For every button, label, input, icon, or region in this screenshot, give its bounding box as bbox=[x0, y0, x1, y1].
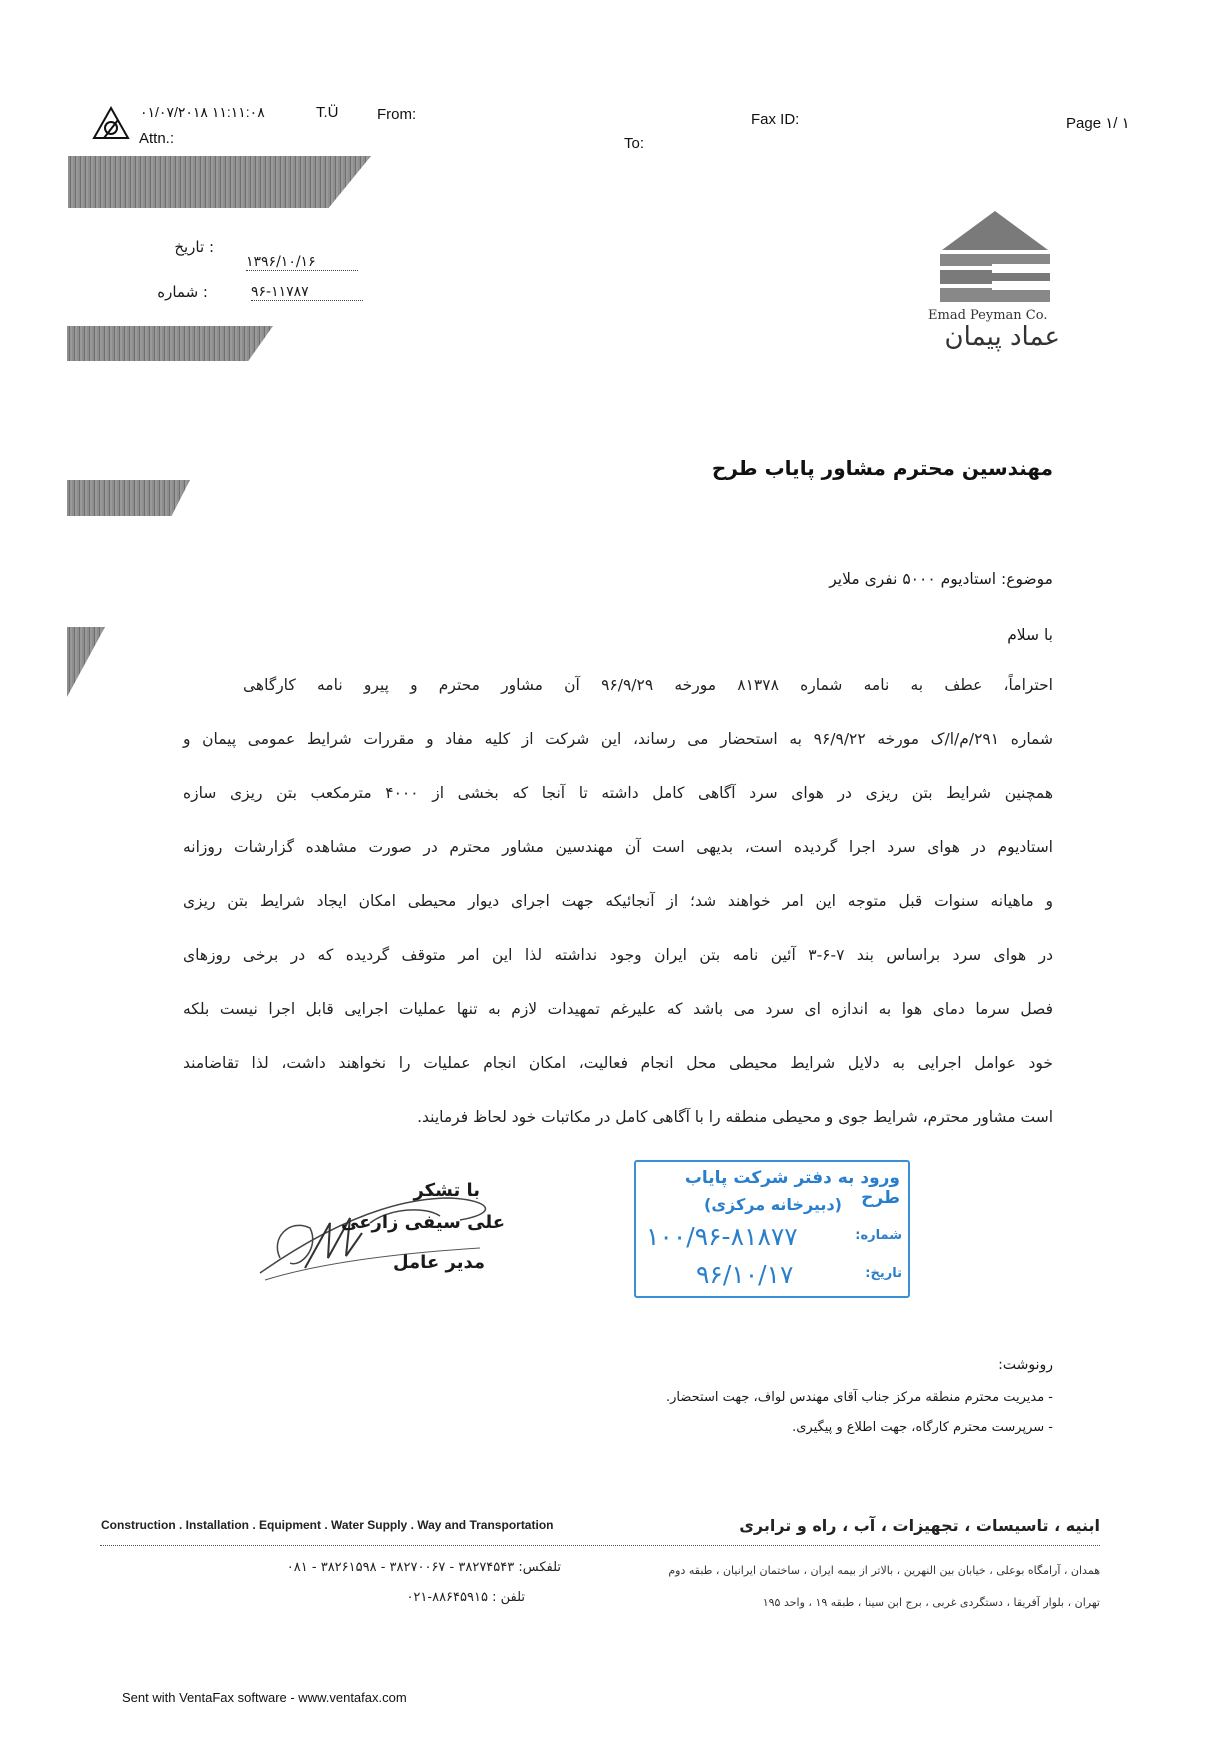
fax-page-label: Page ۱/ ۱ bbox=[1066, 115, 1130, 132]
body-line: همچنین شرایط بتن ریزی در هوای سرد آگاهی کامل داشته تا آنجا که بخشی از ۴۰۰۰ مترمکعب بتن ریزی سازه bbox=[183, 784, 1053, 802]
body-line: استادیوم در هوای سرد اجرا گردیده است، بدیهی است آن مهندسین مشاور محترم در صورت مشاهده گزارشات روزانه bbox=[183, 838, 1053, 856]
fax-tu: T.Ü bbox=[316, 104, 339, 121]
footer-services-en: Construction . Installation . Equipment . Water Supply . Way and Transportation bbox=[101, 1518, 554, 1532]
footer-divider bbox=[100, 1545, 1100, 1546]
redacted-block bbox=[67, 627, 105, 697]
stamp-number-value: ۱۰۰/۹۶-۸۱۸۷۷ bbox=[646, 1222, 798, 1251]
company-name-en: Emad Peyman Co. bbox=[928, 308, 1048, 323]
footer-services-fa: ابنیه ، تاسیسات ، تجهیزات ، آب ، راه و ترابری bbox=[739, 1516, 1100, 1535]
stamp-subtitle: (دبیرخانه مرکزی) bbox=[704, 1195, 842, 1214]
signature-name: علی سیفی زارعی bbox=[340, 1212, 505, 1233]
stamp-number-label: شماره: bbox=[855, 1228, 902, 1243]
receipt-stamp bbox=[634, 1160, 910, 1298]
sent-with-footer: Sent with VentaFax software - www.ventafax.com bbox=[122, 1690, 407, 1705]
fax-logo-icon bbox=[92, 106, 130, 140]
fax-datetime: ۰۱/۰۷/۲۰۱۸ ۱۱:۱۱:۰۸ bbox=[140, 104, 265, 120]
cc-item: - سرپرست محترم کارگاه، جهت اطلاع و پیگیری. bbox=[792, 1420, 1053, 1435]
redacted-block bbox=[67, 480, 190, 516]
signature-closing: با تشکر bbox=[413, 1180, 480, 1201]
redacted-block bbox=[68, 156, 371, 208]
greeting: با سلام bbox=[1007, 626, 1053, 644]
fax-to-label: To: bbox=[624, 135, 645, 152]
cc-label: رونوشت: bbox=[998, 1357, 1053, 1373]
footer-hamedan-address: همدان ، آرامگاه بوعلی ، خیابان بین النهرین ، بالاتر از بیمه ایران ، ساختمان ایرانیان ، طبقه دوم bbox=[668, 1564, 1100, 1577]
body-line: در هوای سرد براساس بند ۷-۶-۳ آئین نامه بتن ایران وجود نداشته لذا این امر متوقف گردیده که در برخی روزهای bbox=[183, 946, 1054, 964]
number-label: : شماره bbox=[157, 283, 208, 301]
body-line: شماره ۲۹۱/م/ا/ک مورخه ۹۶/۹/۲۲ به استحضار می رساند، این شرکت از کلیه مفاد و مقررات شرایط عمومی پیمان و bbox=[183, 730, 1054, 748]
number-value: ۹۶-۱۱۷۸۷ bbox=[251, 284, 363, 301]
fax-id-label: Fax ID: bbox=[751, 111, 800, 128]
fax-attn-label: Attn.: bbox=[139, 130, 175, 147]
date-label: : تاریخ bbox=[174, 238, 214, 256]
subject: موضوع: استادیوم ۵۰۰۰ نفری ملایر bbox=[829, 570, 1053, 588]
addressee: مهندسین محترم مشاور پایاب طرح bbox=[711, 456, 1053, 480]
footer-tehran-phone: تلفن : ۸۸۶۴۵۹۱۵-۰۲۱ bbox=[406, 1590, 525, 1605]
footer-hamedan-phone: تلفکس: ۳۸۲۷۴۵۴۳ - ۳۸۲۷۰۰۶۷ - ۳۸۲۶۱۵۹۸ - ۰۸۱ bbox=[286, 1560, 561, 1575]
company-logo bbox=[930, 208, 1060, 308]
stamp-date-label: تاریخ: bbox=[865, 1266, 902, 1281]
date-value: ۱۳۹۶/۱۰/۱۶ bbox=[246, 254, 358, 271]
footer-tehran-address: تهران ، بلوار آفریقا ، دستگردی غربی ، برج ابن سینا ، طبقه ۱۹ ، واحد ۱۹۵ bbox=[762, 1596, 1100, 1609]
body-line: فصل سرما دمای هوا به اندازه ای سرد می باشد که علیرغم تمهیدات لازم به تنها عملیات اجرایی قابل اجرا نیست بلکه bbox=[183, 1000, 1053, 1018]
body-line: و ماهیانه سنوات قبل متوجه این امر خواهند شد؛ از آنجائیکه جهت اجرای دیوار محیطی امکان ایجاد شرایط بتن ریزی bbox=[183, 892, 1053, 910]
body-line: خود عوامل اجرایی به دلایل شرایط محیطی محل انجام فعالیت، امکان انجام عملیات را نخواهند داشت، لذا تقاضامند bbox=[183, 1054, 1053, 1072]
body-line: احتراماً، عطف به نامه شماره ۸۱۳۷۸ مورخه ۹۶/۹/۲۹ آن مشاور محترم و پیرو نامه کارگاهی bbox=[243, 676, 1053, 694]
redacted-block bbox=[67, 326, 273, 361]
stamp-date-value: ۹۶/۱۰/۱۷ bbox=[696, 1260, 794, 1289]
stamp-title: ورود به دفتر شرکت پایاب طرح bbox=[684, 1168, 900, 1208]
fax-from-label: From: bbox=[377, 106, 417, 123]
signature-title: مدیر عامل bbox=[392, 1252, 485, 1273]
company-name-fa: عماد پیمان bbox=[944, 322, 1060, 352]
cc-item: - مدیریت محترم منطقه مرکز جناب آقای مهندس لواف، جهت استحضار. bbox=[666, 1390, 1053, 1405]
body-line: است مشاور محترم، شرایط جوی و محیطی منطقه را با آگاهی کامل در مکاتبات خود لحاظ فرمایند. bbox=[417, 1108, 1053, 1126]
